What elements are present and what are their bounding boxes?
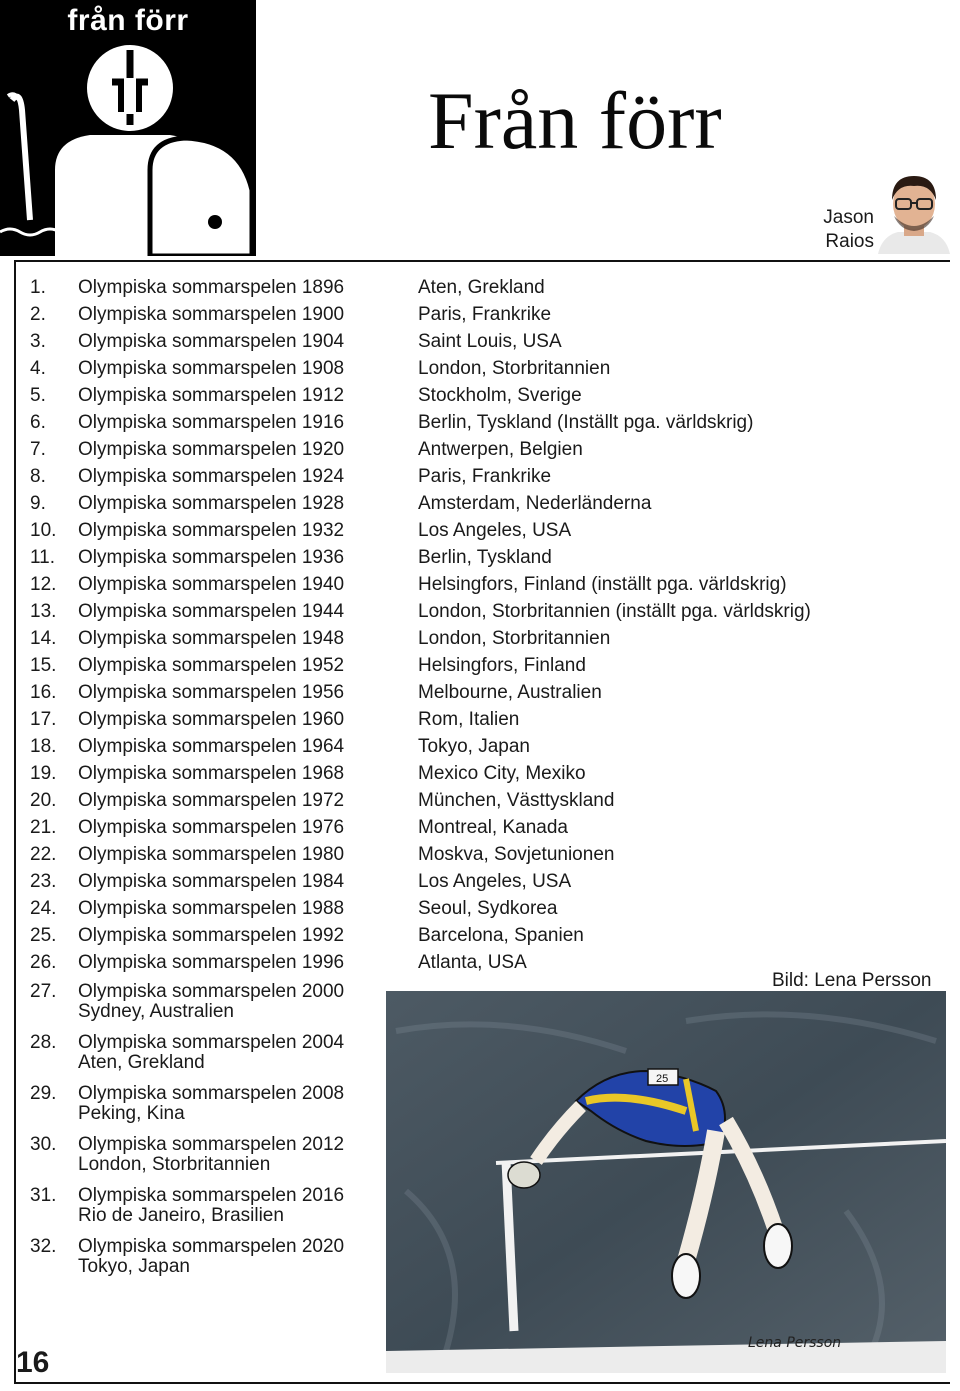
list-item <box>30 355 870 382</box>
host-city: Paris, Frankrike <box>418 304 552 325</box>
list-item <box>30 625 870 652</box>
games-name: Olympiska sommarspelen 1996 <box>78 952 345 973</box>
host-city: Melbourne, Australien <box>418 682 602 703</box>
games-name: Olympiska sommarspelen 1932 <box>78 520 345 541</box>
item-number: 16. <box>30 682 57 703</box>
games-name: Olympiska sommarspelen 1964 <box>78 736 345 757</box>
item-number: 5. <box>30 385 46 406</box>
list-item <box>30 490 870 517</box>
item-number: 29. <box>30 1083 57 1104</box>
games-name: Olympiska sommarspelen 2000 <box>78 981 345 1002</box>
list-item <box>30 814 870 841</box>
list-item <box>30 733 870 760</box>
host-city: London, Storbritannien (inställt pga. världskrig) <box>418 601 811 622</box>
list-item <box>30 463 870 490</box>
games-name: Olympiska sommarspelen 2012 <box>78 1134 345 1155</box>
games-name: Olympiska sommarspelen 1940 <box>78 574 345 595</box>
list-item <box>30 274 870 301</box>
author-first-name: Jason <box>823 207 874 228</box>
logo-caption: från förr <box>67 4 189 37</box>
item-number: 2. <box>30 304 46 325</box>
host-city: Aten, Grekland <box>418 277 545 298</box>
list-item <box>30 949 870 976</box>
host-city: München, Västtyskland <box>418 790 615 811</box>
host-city: Peking, Kina <box>78 1103 185 1124</box>
host-city: Montreal, Kanada <box>418 817 568 838</box>
host-city: Helsingfors, Finland (inställt pga. världskrig) <box>418 574 787 595</box>
games-name: Olympiska sommarspelen 2004 <box>78 1032 345 1053</box>
item-number: 9. <box>30 493 46 514</box>
item-number: 20. <box>30 790 57 811</box>
item-number: 22. <box>30 844 57 865</box>
item-number: 14. <box>30 628 57 649</box>
host-city: Berlin, Tyskland <box>418 547 552 568</box>
list-item <box>30 922 870 949</box>
item-number: 7. <box>30 439 46 460</box>
host-city: Los Angeles, USA <box>418 520 572 541</box>
list-item <box>30 706 870 733</box>
list-item <box>30 301 870 328</box>
host-city: Moskva, Sovjetunionen <box>418 844 615 865</box>
item-number: 1. <box>30 277 46 298</box>
item-number: 4. <box>30 358 46 379</box>
host-city: Berlin, Tyskland (Inställt pga. världskrig) <box>418 412 754 433</box>
games-name: Olympiska sommarspelen 1976 <box>78 817 345 838</box>
host-city: Stockholm, Sverige <box>418 385 582 406</box>
host-city: Tokyo, Japan <box>78 1256 190 1277</box>
list-item <box>30 382 870 409</box>
games-name: Olympiska sommarspelen 1992 <box>78 925 345 946</box>
item-number: 18. <box>30 736 57 757</box>
games-name: Olympiska sommarspelen 1960 <box>78 709 345 730</box>
item-number: 23. <box>30 871 57 892</box>
item-number: 8. <box>30 466 46 487</box>
item-number: 15. <box>30 655 57 676</box>
author-name <box>823 206 874 254</box>
games-name: Olympiska sommarspelen 1928 <box>78 493 345 514</box>
item-number: 11. <box>30 547 56 568</box>
host-city: Aten, Grekland <box>78 1052 205 1073</box>
list-item <box>30 760 870 787</box>
host-city: Mexico City, Mexiko <box>418 763 586 784</box>
games-name: Olympiska sommarspelen 1956 <box>78 682 345 703</box>
item-number: 12. <box>30 574 57 595</box>
games-name: Olympiska sommarspelen 1936 <box>78 547 345 568</box>
list-item <box>30 571 870 598</box>
games-name: Olympiska sommarspelen 1904 <box>78 331 345 352</box>
image-credit: Bild: Lena Persson <box>772 970 932 991</box>
item-number: 24. <box>30 898 57 919</box>
list-item <box>30 598 870 625</box>
host-city: Helsingfors, Finland <box>418 655 586 676</box>
host-city: Antwerpen, Belgien <box>418 439 583 460</box>
list-item <box>30 787 870 814</box>
item-number: 13. <box>30 601 57 622</box>
item-number: 32. <box>30 1236 57 1257</box>
item-number: 21. <box>30 817 57 838</box>
list-item <box>30 841 870 868</box>
games-name: Olympiska sommarspelen 1944 <box>78 601 345 622</box>
item-number: 30. <box>30 1134 57 1155</box>
list-item <box>30 652 870 679</box>
host-city: Saint Louis, USA <box>418 331 562 352</box>
games-name: Olympiska sommarspelen 1988 <box>78 898 345 919</box>
list-item <box>30 895 870 922</box>
high-jump-painting <box>386 991 946 1373</box>
page-number: 16 <box>16 1346 50 1379</box>
games-name: Olympiska sommarspelen 1968 <box>78 763 345 784</box>
item-number: 31. <box>30 1185 57 1206</box>
games-name: Olympiska sommarspelen 1912 <box>78 385 345 406</box>
list-item <box>30 436 870 463</box>
host-city: Paris, Frankrike <box>418 466 552 487</box>
host-city: London, Storbritannien <box>418 628 611 649</box>
games-name: Olympiska sommarspelen 1984 <box>78 871 345 892</box>
host-city: Sydney, Australien <box>78 1001 234 1022</box>
games-name: Olympiska sommarspelen 1948 <box>78 628 345 649</box>
item-number: 27. <box>30 981 57 1002</box>
games-name: Olympiska sommarspelen 2008 <box>78 1083 345 1104</box>
list-item <box>30 409 870 436</box>
author-last-name: Raios <box>825 231 874 252</box>
host-city: Barcelona, Spanien <box>418 925 584 946</box>
host-city: Atlanta, USA <box>418 952 527 973</box>
list-item <box>30 517 870 544</box>
item-number: 3. <box>30 331 46 352</box>
host-city: Seoul, Sydkorea <box>418 898 558 919</box>
games-name: Olympiska sommarspelen 1924 <box>78 466 345 487</box>
viking-figure-icon <box>0 0 256 256</box>
item-number: 25. <box>30 925 57 946</box>
item-number: 28. <box>30 1032 57 1053</box>
item-number: 6. <box>30 412 46 433</box>
list-item <box>30 868 870 895</box>
item-number: 17. <box>30 709 57 730</box>
item-number: 19. <box>30 763 57 784</box>
list-item <box>30 679 870 706</box>
games-name: Olympiska sommarspelen 1916 <box>78 412 345 433</box>
host-city: Rio de Janeiro, Brasilien <box>78 1205 284 1226</box>
games-name: Olympiska sommarspelen 1972 <box>78 790 345 811</box>
host-city: London, Storbritannien <box>418 358 611 379</box>
games-name: Olympiska sommarspelen 1920 <box>78 439 345 460</box>
host-city: Rom, Italien <box>418 709 520 730</box>
painting-signature: Lena Persson <box>748 1335 842 1351</box>
bib-number: 25 <box>656 1073 669 1085</box>
item-number: 26. <box>30 952 57 973</box>
host-city: London, Storbritannien <box>78 1154 271 1175</box>
games-name: Olympiska sommarspelen 2016 <box>78 1185 345 1206</box>
host-city: Tokyo, Japan <box>418 736 530 757</box>
games-name: Olympiska sommarspelen 1900 <box>78 304 345 325</box>
list-item <box>30 544 870 571</box>
page-title: Från förr <box>428 75 722 166</box>
host-city: Amsterdam, Nederländerna <box>418 493 652 514</box>
games-name: Olympiska sommarspelen 1980 <box>78 844 345 865</box>
games-name: Olympiska sommarspelen 2020 <box>78 1236 345 1257</box>
games-name: Olympiska sommarspelen 1908 <box>78 358 345 379</box>
section-logo <box>0 0 256 256</box>
list-item <box>30 328 870 355</box>
item-number: 10. <box>30 520 57 541</box>
games-name: Olympiska sommarspelen 1952 <box>78 655 345 676</box>
games-name: Olympiska sommarspelen 1896 <box>78 277 345 298</box>
author-photo <box>878 166 950 254</box>
host-city: Los Angeles, USA <box>418 871 572 892</box>
